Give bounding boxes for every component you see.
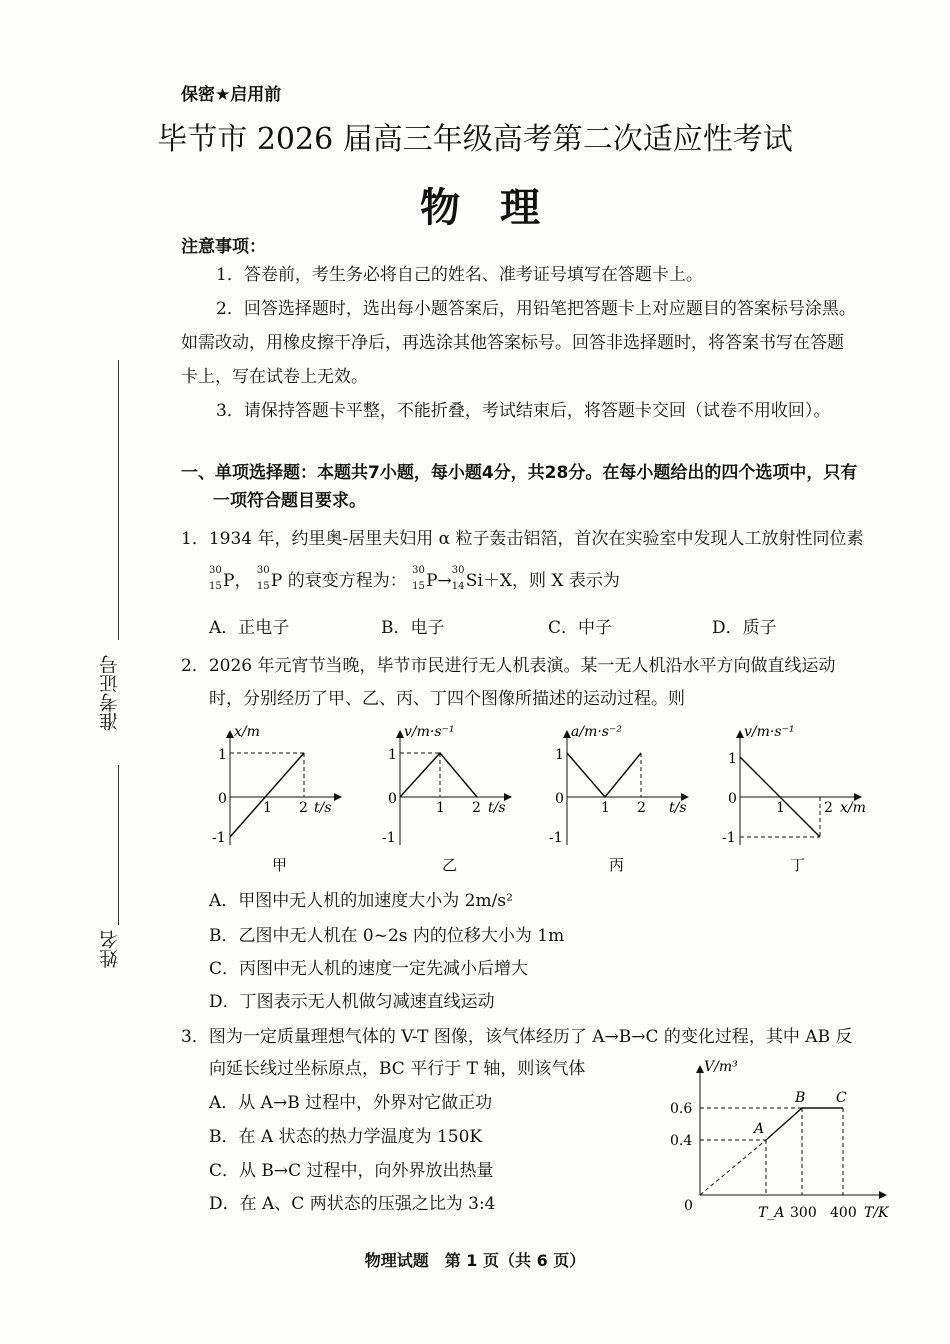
notice-item-2-end: 卡上，写在试卷上无效。 <box>181 367 368 387</box>
bing-tick-x2: 2 <box>637 800 646 816</box>
q1-option-d: D．质子 <box>712 618 777 638</box>
vt-tick-04: 0.4 <box>670 1133 693 1149</box>
nuclide-p-3: 30 15 P→ <box>412 565 452 592</box>
notice-item-3: 3．请保持答题卡平整，不能折叠，考试结束后，将答题卡交回（试卷不用收回）。 <box>216 401 831 421</box>
bing-tick-y0: 0 <box>555 791 564 807</box>
q1-option-a: A．正电子 <box>209 618 290 638</box>
q3-option-a: A．从 A→B 过程中，外界对它做正功 <box>209 1093 493 1113</box>
section1-heading-cont: 一项符合题目要求。 <box>213 491 366 511</box>
jia-xlabel: t/s <box>314 800 332 816</box>
q2-option-c: C．丙图中无人机的速度一定先减小后增大 <box>209 959 529 979</box>
nuclide-p-2: 30 15 P 的衰变方程为： <box>256 565 407 592</box>
bing-xlabel: t/s <box>669 800 687 816</box>
vt-tick-300: 300 <box>790 1205 817 1221</box>
vt-tick-400: 400 <box>830 1205 857 1221</box>
yi-tick-x1: 1 <box>436 800 445 816</box>
extension-line <box>700 1140 766 1195</box>
graph-ding <box>722 724 866 874</box>
name-label: 姓名 <box>99 930 121 968</box>
q1-stem: 1．1934 年，约里奥-居里夫妇用 α 粒子轰击铝箔，首次在实验室中发现人工放射性同位素 <box>181 529 864 549</box>
q2-option-d: D．丁图表示无人机做匀减速直线运动 <box>209 992 495 1012</box>
ding-tick-x2: 2 <box>824 800 833 816</box>
q1-option-b: B．电子 <box>381 618 445 638</box>
yi-tick-x2: 2 <box>472 800 481 816</box>
q3-stem: 3．图为一定质量理想气体的 V-T 图像，该气体经历了 A→B→C 的变化过程，其中 AB 反 <box>181 1027 853 1047</box>
notice-item-1: 1．答卷前，考生务必将自己的姓名、准考证号填写在答题卡上。 <box>216 265 703 285</box>
ab-line <box>766 1108 802 1140</box>
q3-vt-graph <box>660 1055 900 1225</box>
vt-point-a: A <box>754 1121 765 1137</box>
exam-title: 毕节市 2026 届高三年级高考第二次适应性考试 <box>157 122 793 157</box>
vt-origin: 0 <box>684 1198 693 1214</box>
jia-ylabel: x/m <box>234 724 260 740</box>
notice-item-2-cont: 如需改动，用橡皮擦干净后，再选涂其他答案标号。回答非选择题时，将答案书写在答题 <box>181 333 844 353</box>
notice-item-2: 2．回答选择题时，选出每小题答案后，用铅笔把答题卡上对应题目的答案标号涂黑。 <box>216 299 856 319</box>
graph-yi <box>382 724 510 874</box>
name-line <box>118 765 119 925</box>
q3-stem-cont: 向延长线过坐标原点，BC 平行于 T 轴，则该气体 <box>209 1059 586 1079</box>
yi-xlabel: t/s <box>488 800 506 816</box>
q2-stem: 2．2026 年元宵节当晚，毕节市民进行无人机表演。某一无人机沿水平方向做直线运动 <box>181 656 836 676</box>
ding-xlabel: x/m <box>840 800 866 816</box>
q3-option-c: C．从 B→C 过程中，向外界放出热量 <box>209 1161 494 1181</box>
vt-tick-06: 0.6 <box>670 1101 693 1117</box>
graph-jia <box>212 724 340 874</box>
section1-heading: 一、单项选择题：本题共7小题，每小题4分，共28分。在每小题给出的四个选项中，只有 <box>181 463 858 483</box>
nuclide-p-1: 30 15 P <box>209 565 235 592</box>
ding-tick-x1: 1 <box>776 800 785 816</box>
confidential-mark: 保密★启用前 <box>181 85 282 105</box>
q2-stem-cont: 时，分别经历了甲、乙、丙、丁四个图像所描述的运动过程。则 <box>209 689 685 709</box>
q1-equation: 30 15 P， 30 15 P 的衰变方程为： 30 15 P→ 30 14 Si＋X，则 X 表示为 <box>209 565 620 592</box>
yi-line <box>400 753 477 797</box>
vt-xlabel: T/K <box>864 1205 889 1221</box>
yi-tick-y1: 1 <box>388 747 397 763</box>
q2-option-b: B．乙图中无人机在 0~2s 内的位移大小为 1m <box>209 926 565 946</box>
vt-tick-ta: T_A <box>758 1205 785 1221</box>
vt-ylabel: V/m³ <box>704 1059 738 1075</box>
jia-caption: 甲 <box>272 856 288 874</box>
graph-bing <box>549 724 687 874</box>
bing-line <box>567 753 641 797</box>
bing-tick-ym1: -1 <box>549 830 563 846</box>
vt-point-c: C <box>836 1090 847 1106</box>
jia-tick-y0: 0 <box>218 791 227 807</box>
ding-ylabel: v/m·s⁻¹ <box>744 724 795 740</box>
jia-tick-x1: 1 <box>263 800 272 816</box>
jia-line <box>230 753 304 837</box>
ding-tick-y1: 1 <box>728 751 737 767</box>
nuclide-si: 30 14 Si＋X，则 X 表示为 <box>451 565 620 592</box>
jia-tick-ym1: -1 <box>212 830 226 846</box>
yi-tick-ym1: -1 <box>382 830 396 846</box>
q3-option-b: B．在 A 状态的热力学温度为 150K <box>209 1127 483 1147</box>
page-footer: 物理试题 第 1 页（共 6 页） <box>364 1251 586 1270</box>
yi-ylabel: v/m·s⁻¹ <box>404 724 455 740</box>
bing-tick-y1: 1 <box>555 747 564 763</box>
ding-tick-ym1: -1 <box>722 830 736 846</box>
vt-point-b: B <box>795 1090 806 1106</box>
bing-caption: 丙 <box>609 856 625 874</box>
ding-tick-y0: 0 <box>728 791 737 807</box>
exam-no-line <box>118 360 119 640</box>
q2-graphs <box>180 720 910 880</box>
bing-ylabel: a/m·s⁻² <box>571 724 622 740</box>
q3-option-d: D．在 A、C 两状态的压强之比为 3:4 <box>209 1194 496 1214</box>
exam-no-label: 准考证号 <box>99 655 121 731</box>
yi-tick-y0: 0 <box>388 791 397 807</box>
q1-option-c: C．中子 <box>548 618 613 638</box>
jia-tick-x2: 2 <box>299 800 308 816</box>
ding-caption: 丁 <box>790 856 806 874</box>
notice-heading: 注意事项： <box>181 237 266 257</box>
q2-option-a: A．甲图中无人机的加速度大小为 2m/s² <box>209 891 513 911</box>
yi-caption: 乙 <box>442 856 458 874</box>
subject-title: 物理 <box>420 184 580 231</box>
jia-tick-y1: 1 <box>218 747 227 763</box>
bing-tick-x1: 1 <box>601 800 610 816</box>
